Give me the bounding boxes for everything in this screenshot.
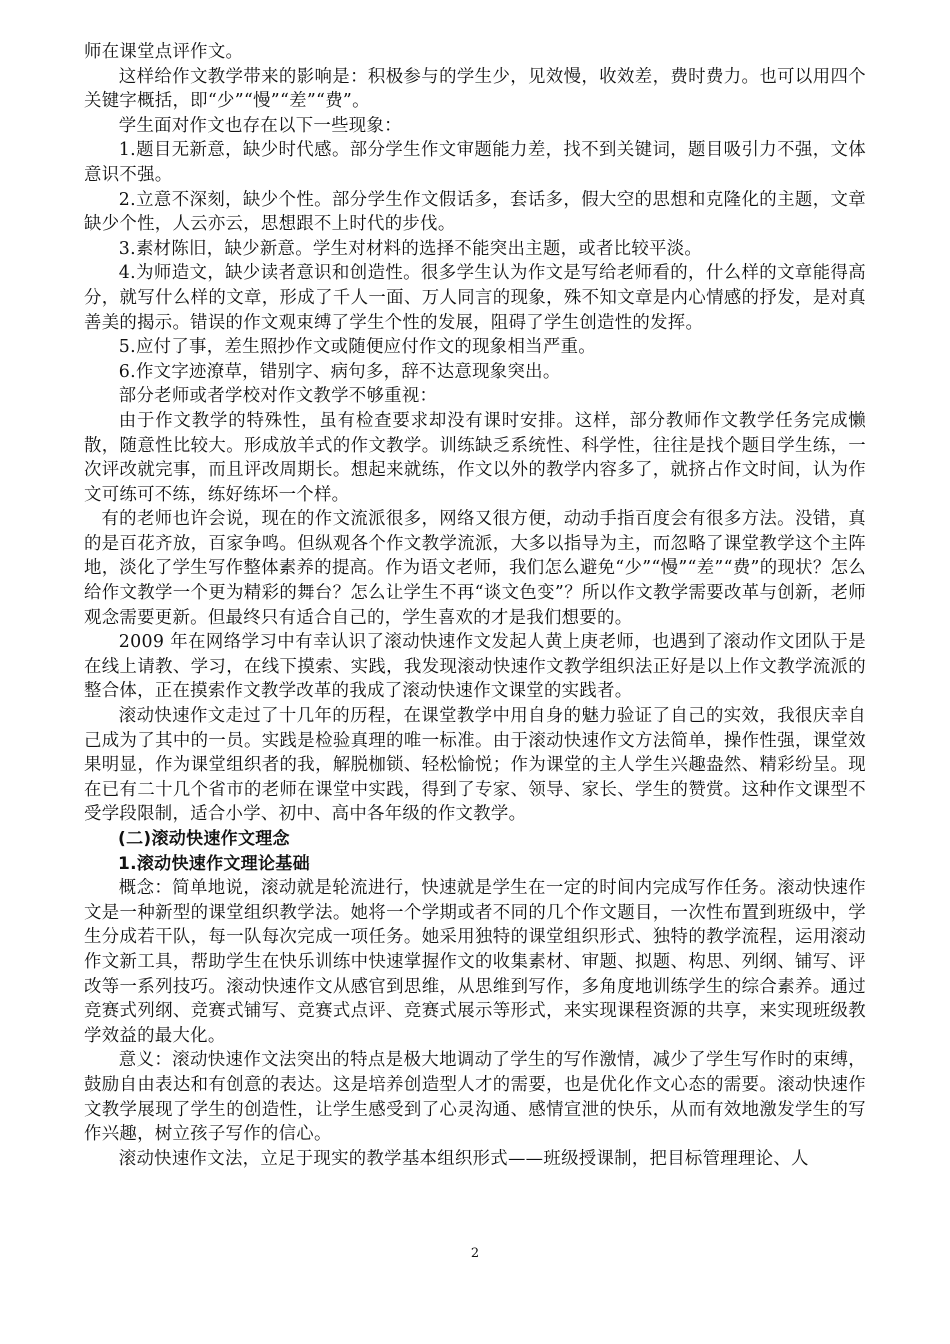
paragraph: 有的老师也许会说，现在的作文流派很多，网络又很方便，动动手指百度会有很多方法。没错，真的是百花齐放，百家争鸣。但纵观各个作文教学流派，大多以指导为主，而忽略了课堂教学这个主阵地，淡化了学生写作整体素养的提高。作为语文老师，我们怎么避免“少”“慢”“差”“费”的现状？怎么给作文教学一个更为精彩的舞台？怎么让学生不再“谈文色变”？所以作文教学需要改革与创新，老师观念需要更新。但最终只有适合自己的，学生喜欢的才是我们想要的。 (84, 509, 866, 628)
list-item: 2.立意不深刻，缺少个性。部分学生作文假话多，套话多，假大空的思想和克隆化的主题，文章缺少个性，人云亦云，思想跟不上时代的步伐。 (84, 189, 866, 235)
paragraph: 这样给作文教学带来的影响是：积极参与的学生少，见效慢，收效差，费时费力。也可以用四个关键字概括，即“少”“慢”“差”“费”。 (84, 66, 866, 112)
paragraph: 部分老师或者学校对作文教学不够重视： (118, 386, 438, 407)
subsection-heading: 1.滚动快速作文理论基础 (118, 853, 310, 874)
list-item: 6.作文字迹潦草，错别字、病句多，辞不达意现象突出。 (118, 361, 561, 382)
section-heading: (二)滚动快速作文理念 (118, 829, 290, 849)
paragraph: 滚动快速作文走过了十几年的历程，在课堂教学中用自身的魅力验证了自己的实效，我很庆幸自己成为了其中的一员。实践是检验真理的唯一标准。由于滚动快速作文方法简单，操作性强，课堂效果明显，作为课堂组织者的我，解脱枷锁、轻松愉悦；作为课堂的主人学生兴趣盎然、精彩纷呈。现在已有二十几个省市的老师在课堂中实践，得到了专家、领导、家长、学生的赞赏。这种作文课型不受学段限制，适合小学、初中、高中各年级的作文教学。 (84, 706, 866, 825)
paragraph: 意义：滚动快速作文法突出的特点是极大地调动了学生的写作激情，减少了学生写作时的束缚，鼓励自由表达和有创意的表达。这是培养创造型人才的需要，也是优化作文心态的需要。滚动快速作文教学展现了学生的创造性，让学生感受到了心灵沟通、感情宣泄的快乐，从而有效地激发学生的写作兴趣，树立孩子写作的信心。 (84, 1050, 866, 1145)
paragraph: 由于作文教学的特殊性，虽有检查要求却没有课时安排。这样，部分教师作文教学任务完成懒散，随意性比较大。形成放羊式的作文教学。训练缺乏系统性、科学性，往往是找个题目学生练，一次评改就完事，而且评改周期长。想起来就练，作文以外的教学内容多了，就挤占作文时间，认为作文可练可不练，练好练坏一个样。 (84, 410, 866, 505)
paragraph: 学生面对作文也存在以下一些现象： (118, 115, 402, 136)
paragraph: 2009 年在网络学习中有幸认识了滚动快速作文发起人黄上庚老师，也遇到了滚动作文团队于是在线上请教、学习，在线下摸索、实践，我发现滚动快速作文教学组织法正好是以上作文教学流派的整合体，正在摸索作文教学改革的我成了滚动快速作文课堂的实践者。 (84, 632, 866, 702)
paragraph: 师在课堂点评作文。 (84, 42, 244, 62)
list-item: 1.题目无新意，缺少时代感。部分学生作文审题能力差，找不到关键词，题目吸引力不强，文体意识不强。 (84, 140, 866, 185)
list-item: 4.为师造文，缺少读者意识和创造性。很多学生认为作文是写给老师看的，什么样的文章能得高分，就写什么样的文章，形成了千人一面、万人同言的现象，殊不知文章是内心情感的抒发，是对真善美的揭示。错误的作文观束缚了学生个性的发展，阻碍了学生创造性的发挥。 (84, 263, 866, 333)
document-body (84, 40, 866, 1171)
paragraph: 滚动快速作文法，立足于现实的教学基本组织形式——班级授课制，把目标管理理论、人 (118, 1148, 809, 1169)
page-number: 2 (470, 1246, 480, 1261)
list-item: 5.应付了事，差生照抄作文或随便应付作文的现象相当严重。 (118, 337, 596, 358)
paragraph: 概念：简单地说，滚动就是轮流进行，快速就是学生在一定的时间内完成写作任务。滚动快速作文是一种新型的课堂组织教学法。她将一个学期或者不同的几个作文题目，一次性布置到班级中，学生分成若干队，每一队每次完成一项任务。她采用独特的课堂组织形式、独特的教学流程，运用滚动作文新工具，帮助学生在快乐训练中快速掌握作文的收集素材、审题、拟题、构思、列纲、铺写、评改等一系列技巧。滚动快速作文从感官到思维，从思维到写作，多角度地训练学生的综合素养。通过竞赛式列纲、竞赛式铺写、竞赛式点评、竞赛式展示等形式，来实现课程资源的共享，来实现班级教学效益的最大化。 (84, 878, 866, 1046)
list-item: 3.素材陈旧，缺少新意。学生对材料的选择不能突出主题，或者比较平淡。 (118, 238, 703, 259)
